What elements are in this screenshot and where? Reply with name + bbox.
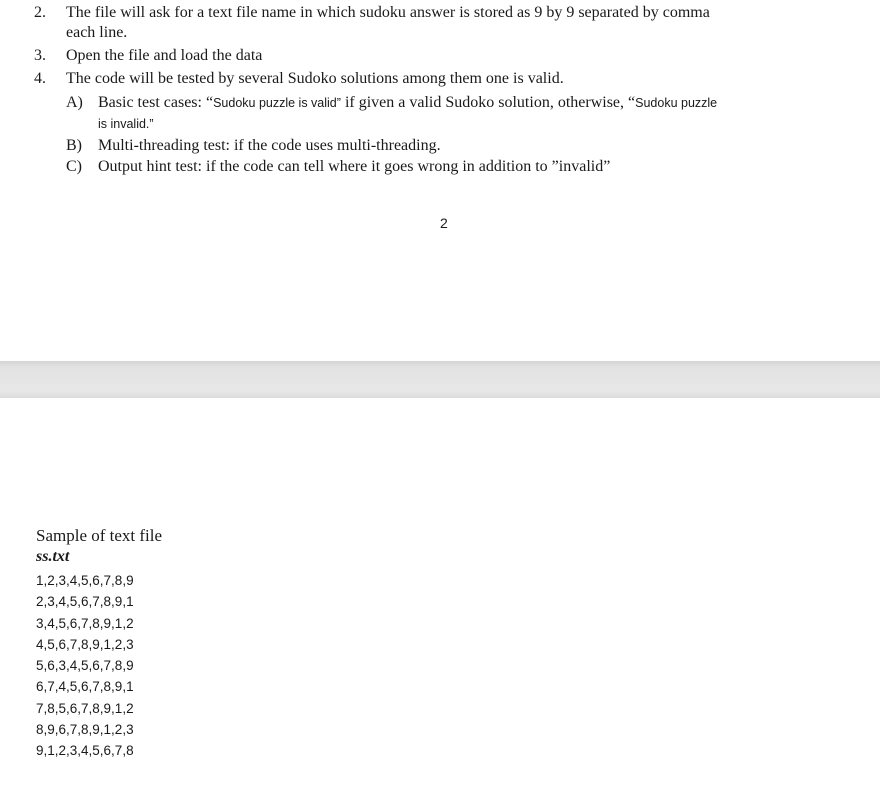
list-item-text-continued: each line. bbox=[66, 24, 128, 41]
text-run: Basic test cases: “ bbox=[98, 94, 214, 111]
sample-row: 9,1,2,3,4,5,6,7,8 bbox=[36, 743, 134, 759]
sub-item-text: Multi-threading test: if the code uses multi-threading. bbox=[98, 137, 441, 154]
list-item-3 bbox=[0, 47, 880, 67]
sample-title: Sample of text file bbox=[36, 526, 163, 545]
list-number: 4. bbox=[34, 70, 46, 87]
sans-text-run: Sudoku puzzle is valid” bbox=[213, 96, 341, 110]
sub-item-c bbox=[0, 158, 880, 178]
sub-item-a bbox=[0, 94, 880, 134]
sub-item-text bbox=[98, 94, 717, 112]
sub-item-letter: B) bbox=[66, 137, 82, 154]
document-page-bottom bbox=[0, 398, 880, 802]
sample-row: 8,9,6,7,8,9,1,2,3 bbox=[36, 722, 134, 738]
sub-item-text: Output hint test: if the code can tell where it goes wrong in addition to ”invalid” bbox=[98, 158, 611, 175]
list-item-text: The code will be tested by several Sudoko solutions among them one is valid. bbox=[66, 70, 564, 87]
text-run: if given a valid Sudoko solution, otherwise, “ bbox=[340, 94, 636, 111]
list-item-2 bbox=[0, 4, 880, 44]
sub-item-text-continued: is invalid.” bbox=[98, 117, 154, 131]
list-item-4 bbox=[0, 70, 880, 90]
sub-item-letter: C) bbox=[66, 158, 82, 175]
list-item-text: The file will ask for a text file name in which sudoku answer is stored as 9 by 9 separated by comma bbox=[66, 4, 710, 21]
list-item-text: Open the file and load the data bbox=[66, 47, 263, 64]
file-name: ss.txt bbox=[36, 548, 70, 565]
sub-item-b bbox=[0, 137, 880, 157]
sample-row: 4,5,6,7,8,9,1,2,3 bbox=[36, 636, 134, 652]
list-number: 3. bbox=[34, 47, 46, 64]
sub-item-letter: A) bbox=[66, 94, 83, 111]
sample-row: 2,3,4,5,6,7,8,9,1 bbox=[36, 594, 134, 610]
sample-row: 1,2,3,4,5,6,7,8,9 bbox=[36, 573, 134, 588]
page-number: 2 bbox=[440, 215, 448, 231]
sample-row: 7,8,5,6,7,8,9,1,2 bbox=[36, 700, 134, 716]
sans-text-run: Sudoku puzzle bbox=[635, 96, 718, 110]
sample-row: 5,6,3,4,5,6,7,8,9 bbox=[36, 658, 134, 674]
sample-row: 3,4,5,6,7,8,9,1,2 bbox=[36, 615, 134, 631]
sample-row: 6,7,4,5,6,7,8,9,1 bbox=[36, 679, 134, 695]
list-number: 2. bbox=[34, 4, 46, 21]
document-page-top bbox=[0, 0, 880, 361]
page-separator bbox=[0, 361, 880, 398]
sample-rows bbox=[36, 570, 134, 762]
